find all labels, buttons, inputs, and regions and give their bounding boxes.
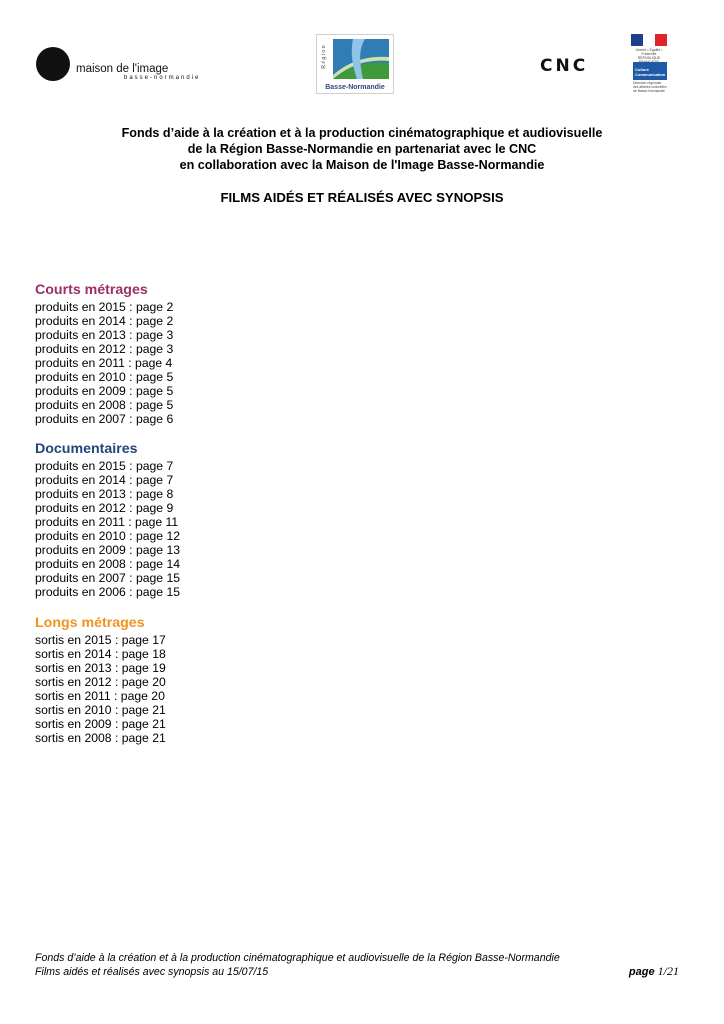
list-item: produits en 2008 : page 14 [35,557,181,571]
main-title: FILMS AIDÉS ET RÉALISÉS AVEC SYNOPSIS [220,190,504,205]
list-item: sortis en 2010 : page 21 [35,703,166,717]
maison-logo-name: maison de l'image [76,63,169,75]
section-courts-metrages [35,282,173,426]
list-item: sortis en 2008 : page 21 [35,731,166,745]
list-item: produits en 2012 : page 9 [35,501,174,515]
list-item: sortis en 2013 : page 19 [35,661,166,675]
list-item: sortis en 2012 : page 20 [35,675,166,689]
logo-bar [0,0,724,110]
list-item: produits en 2010 : page 12 [35,529,181,543]
culture-logo-subtitle: Direction régionale des affaires culturelles de Basse-Normandie [633,81,667,93]
list-item: produits en 2011 : page 4 [35,356,173,370]
french-flag-icon [631,34,667,46]
list-item: produits en 2013 : page 3 [35,328,174,342]
section-longs-metrages [35,615,166,745]
culture-logo-title: Culture Communication [633,62,667,80]
list-item: produits en 2011 : page 11 [35,515,179,529]
list-item: sortis en 2009 : page 21 [35,717,166,731]
list-item: produits en 2014 : page 2 [35,314,174,328]
list-item: sortis en 2011 : page 20 [35,689,165,703]
list-item: produits en 2015 : page 7 [35,459,174,473]
section-title-longs: Longs métrages [35,615,145,631]
list-item: produits en 2015 : page 2 [35,300,174,314]
rf-logo-text: Liberté • Égalité • Fraternité RÉPUBLIQUE [635,48,663,60]
republique-francaise-logo [631,34,667,58]
region-basse-normandie-logo [316,34,394,94]
section-documentaires [35,441,180,599]
document-heading [0,125,724,173]
list-item: produits en 2008 : page 5 [35,398,174,412]
list-item: produits en 2012 : page 3 [35,342,174,356]
list-item: produits en 2009 : page 5 [35,384,174,398]
maison-logo-circle [36,47,70,81]
list-item: produits en 2014 : page 7 [35,473,174,487]
section-title-documentaires: Documentaires [35,441,138,457]
list-item: produits en 2007 : page 6 [35,412,174,426]
page-number [629,965,679,980]
page-number-value: 1/21 [657,964,679,978]
cnc-logo: CNC [540,56,589,76]
page-number-label: page [628,966,655,978]
footer-line-2: Films aidés et réalisés avec synopsis au 15/07/15 [35,965,269,978]
section-title-courts: Courts métrages [35,282,148,298]
heading-line-1: Fonds d’aide à la création et à la production cinématographique et audiovisuelle [121,126,603,140]
list-item: produits en 2006 : page 15 [35,585,181,599]
region-logo-name: Basse-Normandie [325,84,385,91]
maison-de-l-image-logo [36,47,206,83]
list-item: produits en 2010 : page 5 [35,370,174,384]
heading-line-2: de la Région Basse-Normandie en partenariat avec le CNC [187,142,537,156]
list-item: sortis en 2014 : page 18 [35,647,166,661]
page-footer [35,952,679,979]
region-logo-graphic [333,39,389,79]
list-item: sortis en 2015 : page 17 [35,633,166,647]
maison-logo-subtitle: basse-normandie [124,75,201,81]
list-item: produits en 2013 : page 8 [35,487,174,501]
list-item: produits en 2007 : page 15 [35,571,181,585]
region-logo-vertical-text: Région [320,44,327,70]
list-item: produits en 2009 : page 13 [35,543,181,557]
heading-line-3: en collaboration avec la Maison de l'Image Basse-Normandie [179,158,545,172]
culture-communication-logo [633,62,667,94]
footer-line-1: Fonds d’aide à la création et à la production cinématographique et audiovisuelle de la Région Basse-Normandie [35,952,560,964]
